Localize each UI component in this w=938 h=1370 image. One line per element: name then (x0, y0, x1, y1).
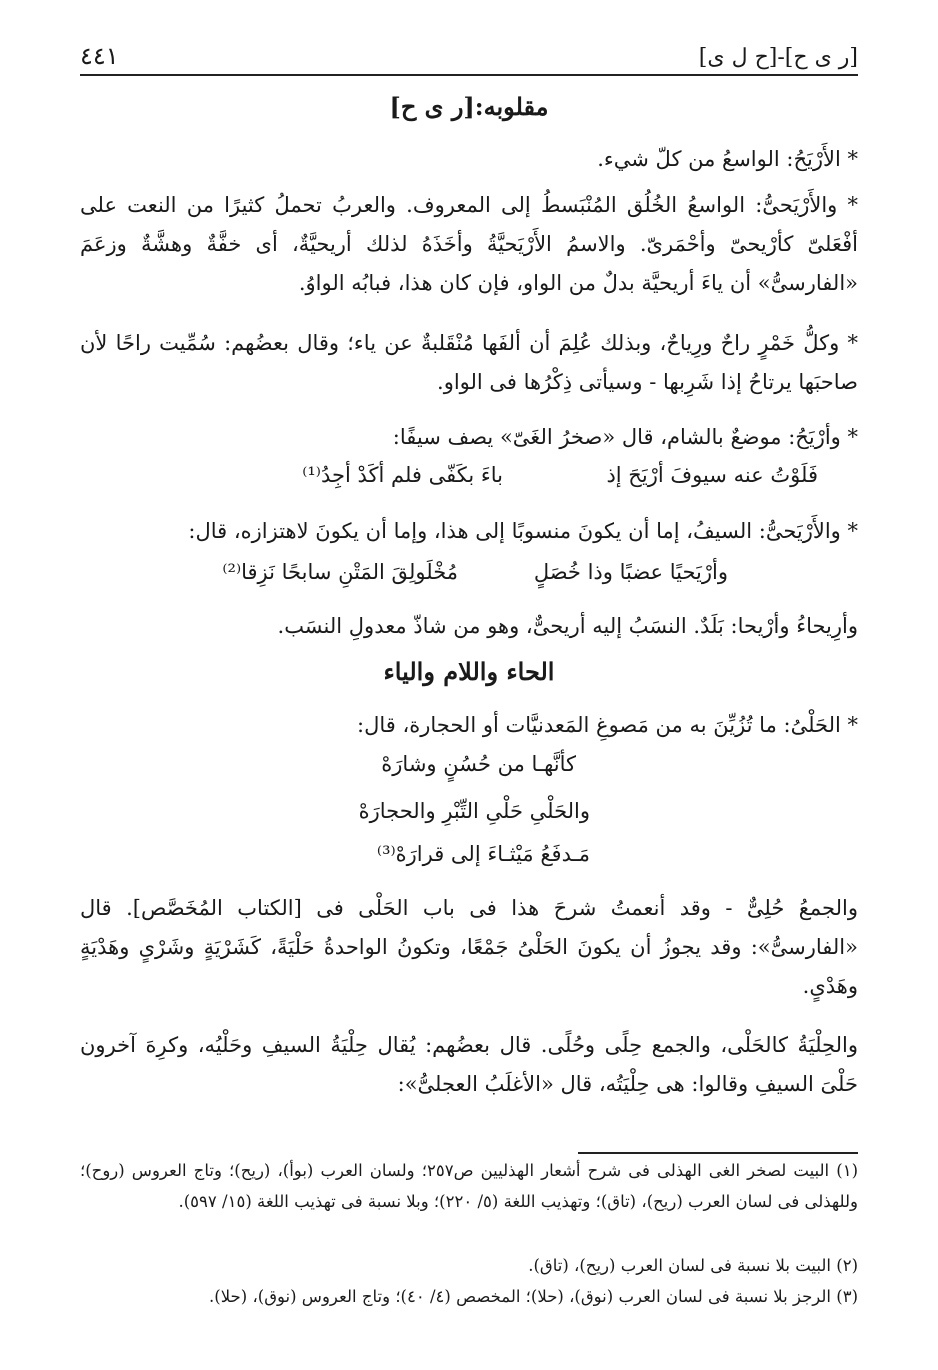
rajaz-line-2: والحَلْىِ حَلْىِ التِّبْرِ والحجارَهْ (358, 799, 590, 823)
verse-1-first-hemistich: فَلَوْتُ عنه سيوفَ أرْيَحَ إذ (606, 463, 818, 487)
page-number: ٤٤١ (80, 42, 119, 70)
entry-aryahi: * والأَرْيَحىُّ: الواسعُ الخُلُق المُنْبَسطُ إلى المعروف. والعربُ تحملُ كثيرًا من النعت على أفْعَلىّ كأرْيحىّ وأحْمَرىّ. والاسمُ الأَرْيَحيَّةُ وأخَذَهُ لذلك أريحيَّةٌ، أى خفَّةٌ وهشَّةٌ وزعَمَ «الفارسىُّ» أن ياءَ أريحيَّة بدلٌ من الواو، فإن كان هذا، فبابُه الواوُ. (80, 193, 858, 295)
running-head: [ر ى ح]-[ح ل ى] (698, 45, 858, 70)
header-rule (80, 74, 858, 76)
entry-aryah-place: * وأرْيَحُ: موضعٌ بالشام، قال «صخرُ الغَىّ» يصف سيفًا: (392, 425, 858, 449)
entry-aryah: * الأَرْيَحُ: الواسعُ من كلّ شيء. (597, 147, 858, 171)
verse-2-second-hemistich: مُخْلَولِقَ المَتْنِ سابحًا نَزِقا⁽²⁾ (222, 560, 458, 584)
entry-hali: * الحَلْىُ: ما تُزُيِّنَ به من مَصوغِ المَعدنيَّات أو الحجارة، قال: (357, 713, 858, 737)
verse-2-first-hemistich: وأرْيَحيًا عضبًا وذا خُصَلٍ (533, 560, 728, 584)
entry-huli-plural: والجمعُ حُلِىٌّ - وقد أنعمتُ شرحَ هذا فى باب الحَلْى فى [الكتاب المُخَصَّص]. قال «الفارسىُّ»: وقد يجوزُ أن يكونَ الحَلْىُ جَمْعًا، وتكونُ الواحدةُ حَلْيَةً، كَشَرْيَةٍ وشَرْىٍ وهَدْيَةٍ وهَدْىٍ. (80, 896, 858, 998)
rajaz-line-3: مَـدفَعُ مَيْثـاءَ إلى قرارَهْ⁽³⁾ (376, 842, 590, 866)
section-title-hla: الحاء واللام والياء (383, 657, 555, 686)
entry-ariha: وأرِيحاءُ وأرْيحا: بَلَدٌ. النسَبُ إليه أريحىٌّ، وهو من شاذّ معدولِ النسَب. (277, 614, 858, 638)
footnote-3: (٣) الرجز بلا نسبة فى لسان العرب (نوق)، (حلا)؛ المخصص (٤/ ٤٠)؛ وتاج العروس (نوق)، (حلا). (209, 1287, 858, 1306)
entry-hilya: والحِلْيَةُ كالحَلْى، والجمع حِلًى وحُلًى. قال بعضُهم: يُقال حِلْيَةُ السيفِ وحَلْيُه، وكرِهَ آخرون حَلْىَ السيفِ وقالوا: هى حِلْيَتُه، قال «الأغلَبُ العجلىُّ»: (80, 1033, 858, 1096)
page-header (80, 36, 858, 70)
footnote-rule (578, 1152, 858, 1154)
entry-rah: * وكلُّ خَمْرٍ راحٌ ورِياحٌ، وبذلك عُلِمَ أن ألفَها مُنْقَلبةٌ عن ياء؛ وقال بعضُهم: سُمِّيت راحًا لأن صاحبَها يرتاحُ إذا شَرِبها - وسيأتى ذِكْرُها فى الواو. (80, 331, 858, 394)
footnote-1: (١) البيت لصخر الغى الهذلى فى شرح أشعار الهذليين ص٢٥٧؛ ولسان العرب (بوأ)، (ريح)؛ وتاج العروس (روح)؛ وللهذلى فى لسان العرب (ريح)، (تاق)؛ وتهذيب اللغة (٥/ ٢٢٠)؛ وبلا نسبة فى تهذيب اللغة (١٥/ ٥٩٧). (80, 1161, 858, 1211)
entry-aryahi-sword: * والأَرْيَحىُّ: السيفُ، إما أن يكونَ منسوبًا إلى هذا، وإما أن يكونَ لاهتزازه، قال: (188, 519, 858, 543)
rajaz-line-1: كأنَّهـا من حُسُنٍ وشارَهْ (381, 752, 576, 776)
verse-1-second-hemistich: باءَ بكَفّى فلم أكَدْ أجِدُ⁽¹⁾ (302, 463, 503, 487)
footnote-2: (٢) البيت بلا نسبة فى لسان العرب (ريح)، (تاق). (528, 1256, 858, 1275)
section-title-maqlub: مقلوبه:[ر ى ح] (389, 92, 549, 121)
